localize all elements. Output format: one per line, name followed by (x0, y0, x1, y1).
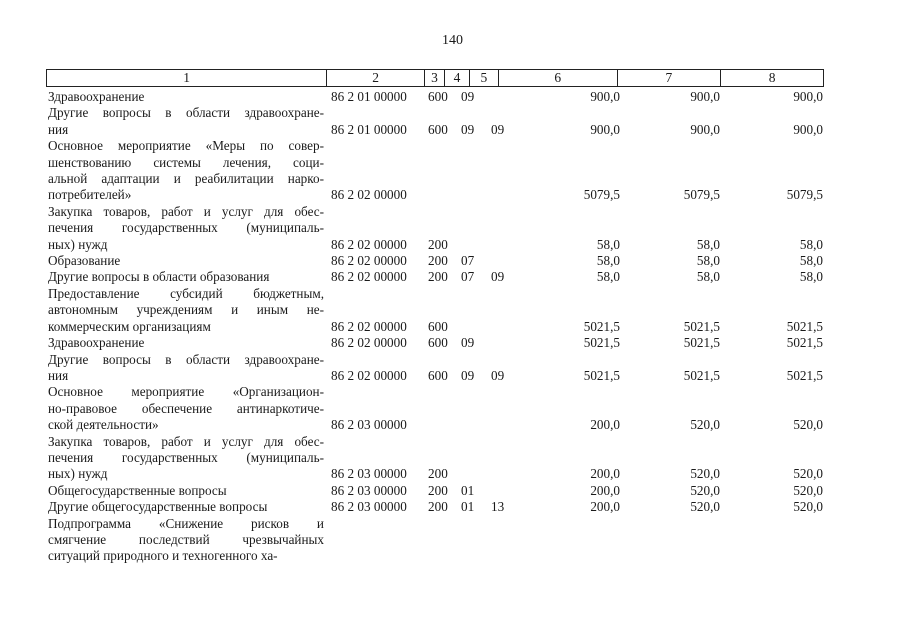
col3-cell: 600 (428, 335, 448, 351)
value-col7: 58,0 (696, 253, 720, 269)
value-col6: 5021,5 (583, 318, 620, 334)
description-line: Другие общегосударственные вопросы (48, 499, 268, 515)
table-row (48, 138, 828, 204)
code-cell: 86 2 02 00000 (331, 236, 407, 252)
value-col6: 200,0 (590, 499, 620, 515)
row-values (48, 122, 828, 138)
col5-cell: 09 (491, 269, 505, 285)
col3-cell: 200 (428, 482, 448, 498)
value-col8: 520,0 (793, 482, 823, 498)
description-line: шенствованию системы лечения, соци- (48, 154, 324, 170)
code-cell: 86 2 02 00000 (331, 367, 407, 383)
table-row (48, 253, 828, 269)
value-col6: 900,0 (590, 89, 620, 105)
description-line: Основное мероприятие «Меры по совер- (48, 138, 324, 154)
col4-cell: 09 (461, 121, 475, 137)
description-line: Другие вопросы в области здравоохране- (48, 351, 324, 367)
col3-cell: 200 (428, 236, 448, 252)
value-col6: 58,0 (596, 253, 620, 269)
code-cell: 86 2 02 00000 (331, 253, 407, 269)
column-header-4: 4 (445, 70, 470, 86)
description-line: смягчение последствий чрезвычайных (48, 531, 324, 547)
description-line: но-правовое обеспечение антинаркотиче- (48, 400, 324, 416)
description-line: ния (48, 121, 69, 137)
value-col6: 200,0 (590, 466, 620, 482)
col5-cell: 09 (491, 367, 505, 383)
value-col7: 520,0 (690, 417, 720, 433)
column-header-5: 5 (470, 70, 499, 86)
table-row (48, 286, 828, 335)
table-row (48, 89, 828, 105)
value-col6: 5079,5 (583, 187, 620, 203)
code-cell: 86 2 02 00000 (331, 318, 407, 334)
table-row (48, 105, 828, 138)
description-line: ской деятельности» (48, 417, 159, 433)
col3-cell: 200 (428, 466, 448, 482)
row-values (48, 187, 828, 203)
value-col8: 58,0 (799, 236, 823, 252)
col3-cell: 600 (428, 89, 448, 105)
row-values (48, 269, 828, 285)
table-row (48, 434, 828, 483)
column-header-7: 7 (618, 70, 722, 86)
col3-cell: 200 (428, 269, 448, 285)
value-col7: 58,0 (696, 236, 720, 252)
col3-cell: 200 (428, 499, 448, 515)
description-line: ных) нужд (48, 236, 108, 252)
code-cell: 86 2 02 00000 (331, 187, 407, 203)
column-header-1: 1 (47, 70, 327, 86)
row-values (48, 368, 828, 384)
value-col8: 900,0 (793, 89, 823, 105)
col4-cell: 09 (461, 335, 475, 351)
value-col8: 520,0 (793, 499, 823, 515)
table-row (48, 204, 828, 253)
value-col7: 520,0 (690, 499, 720, 515)
description-line: Другие вопросы в области образования (48, 269, 270, 285)
description-line: Здравоохранение (48, 335, 145, 351)
value-col7: 900,0 (690, 89, 720, 105)
column-header-2: 2 (327, 70, 425, 86)
col5-cell: 09 (491, 121, 505, 137)
code-cell: 86 2 01 00000 (331, 89, 407, 105)
description-line: Здравоохранение (48, 89, 145, 104)
table-row (48, 483, 828, 499)
page-number: 140 (442, 33, 463, 48)
row-values (48, 466, 828, 482)
col4-cell: 09 (461, 89, 475, 105)
value-col8: 520,0 (793, 417, 823, 433)
column-header-3: 3 (425, 70, 445, 86)
col4-cell: 01 (461, 482, 475, 498)
description-line: Закупка товаров, работ и услуг для обес- (48, 203, 324, 219)
row-values (48, 319, 828, 335)
row-values (48, 417, 828, 433)
row-values (48, 548, 828, 564)
col5-cell: 13 (491, 499, 505, 515)
value-col8: 520,0 (793, 466, 823, 482)
code-cell: 86 2 03 00000 (331, 466, 407, 482)
code-cell: 86 2 02 00000 (331, 269, 407, 285)
description-line: Подпрограмма «Снижение рисков и (48, 515, 324, 531)
table-row (48, 384, 828, 433)
value-col8: 5021,5 (786, 318, 823, 334)
description-line: Предоставление субсидий бюджетным, (48, 285, 324, 301)
col3-cell: 200 (428, 253, 448, 269)
table-header (46, 69, 824, 87)
value-col8: 58,0 (799, 269, 823, 285)
description-line: альной адаптации и реабилитации нарко- (48, 171, 324, 187)
description-line: ных) нужд (48, 466, 108, 482)
description-line: потребителей» (48, 187, 132, 203)
table-row (48, 516, 828, 565)
row-values (48, 253, 828, 269)
col4-cell: 09 (461, 367, 475, 383)
col4-cell: 07 (461, 253, 475, 269)
value-col7: 5021,5 (683, 367, 720, 383)
table-row (48, 352, 828, 385)
code-cell: 86 2 01 00000 (331, 121, 407, 137)
value-col8: 5079,5 (786, 187, 823, 203)
description-line: печения государственных (муниципаль- (48, 449, 324, 465)
code-cell: 86 2 02 00000 (331, 335, 407, 351)
value-col7: 520,0 (690, 466, 720, 482)
value-col8: 5021,5 (786, 335, 823, 351)
col3-cell: 600 (428, 367, 448, 383)
row-values (48, 499, 828, 515)
col3-cell: 600 (428, 318, 448, 334)
value-col6: 58,0 (596, 269, 620, 285)
description-line: автономным учреждениям и иным не- (48, 302, 324, 318)
value-col8: 58,0 (799, 253, 823, 269)
row-values (48, 483, 828, 499)
value-col7: 5079,5 (683, 187, 720, 203)
table-row (48, 335, 828, 351)
column-header-6: 6 (499, 70, 618, 86)
value-col7: 58,0 (696, 269, 720, 285)
description-line: Основное мероприятие «Организацион- (48, 384, 324, 400)
value-col8: 5021,5 (786, 367, 823, 383)
column-header-8: 8 (768, 70, 776, 85)
table-row (48, 499, 828, 515)
col4-cell: 07 (461, 269, 475, 285)
code-cell: 86 2 03 00000 (331, 482, 407, 498)
table-body (48, 89, 828, 565)
value-col6: 200,0 (590, 417, 620, 433)
value-col7: 520,0 (690, 482, 720, 498)
value-col6: 5021,5 (583, 367, 620, 383)
description-line: Закупка товаров, работ и услуг для обес- (48, 433, 324, 449)
code-cell: 86 2 03 00000 (331, 499, 407, 515)
value-col8: 900,0 (793, 121, 823, 137)
table-row (48, 269, 828, 285)
value-col6: 5021,5 (583, 335, 620, 351)
description-line: Другие вопросы в области здравоохране- (48, 105, 324, 121)
row-values (48, 237, 828, 253)
value-col6: 200,0 (590, 482, 620, 498)
value-col7: 5021,5 (683, 318, 720, 334)
description-line: Общегосударственные вопросы (48, 482, 227, 498)
description-line: Образование (48, 253, 121, 269)
value-col6: 58,0 (596, 236, 620, 252)
code-cell: 86 2 03 00000 (331, 417, 407, 433)
col4-cell: 01 (461, 499, 475, 515)
description-line: коммерческим организациям (48, 318, 211, 334)
value-col6: 900,0 (590, 121, 620, 137)
description-line: печения государственных (муниципаль- (48, 220, 324, 236)
description-line: ситуаций природного и техногенного ха- (48, 548, 278, 564)
value-col7: 5021,5 (683, 335, 720, 351)
description-line: ния (48, 367, 69, 383)
row-values (48, 335, 828, 351)
row-values (48, 89, 828, 105)
value-col7: 900,0 (690, 121, 720, 137)
col3-cell: 600 (428, 121, 448, 137)
